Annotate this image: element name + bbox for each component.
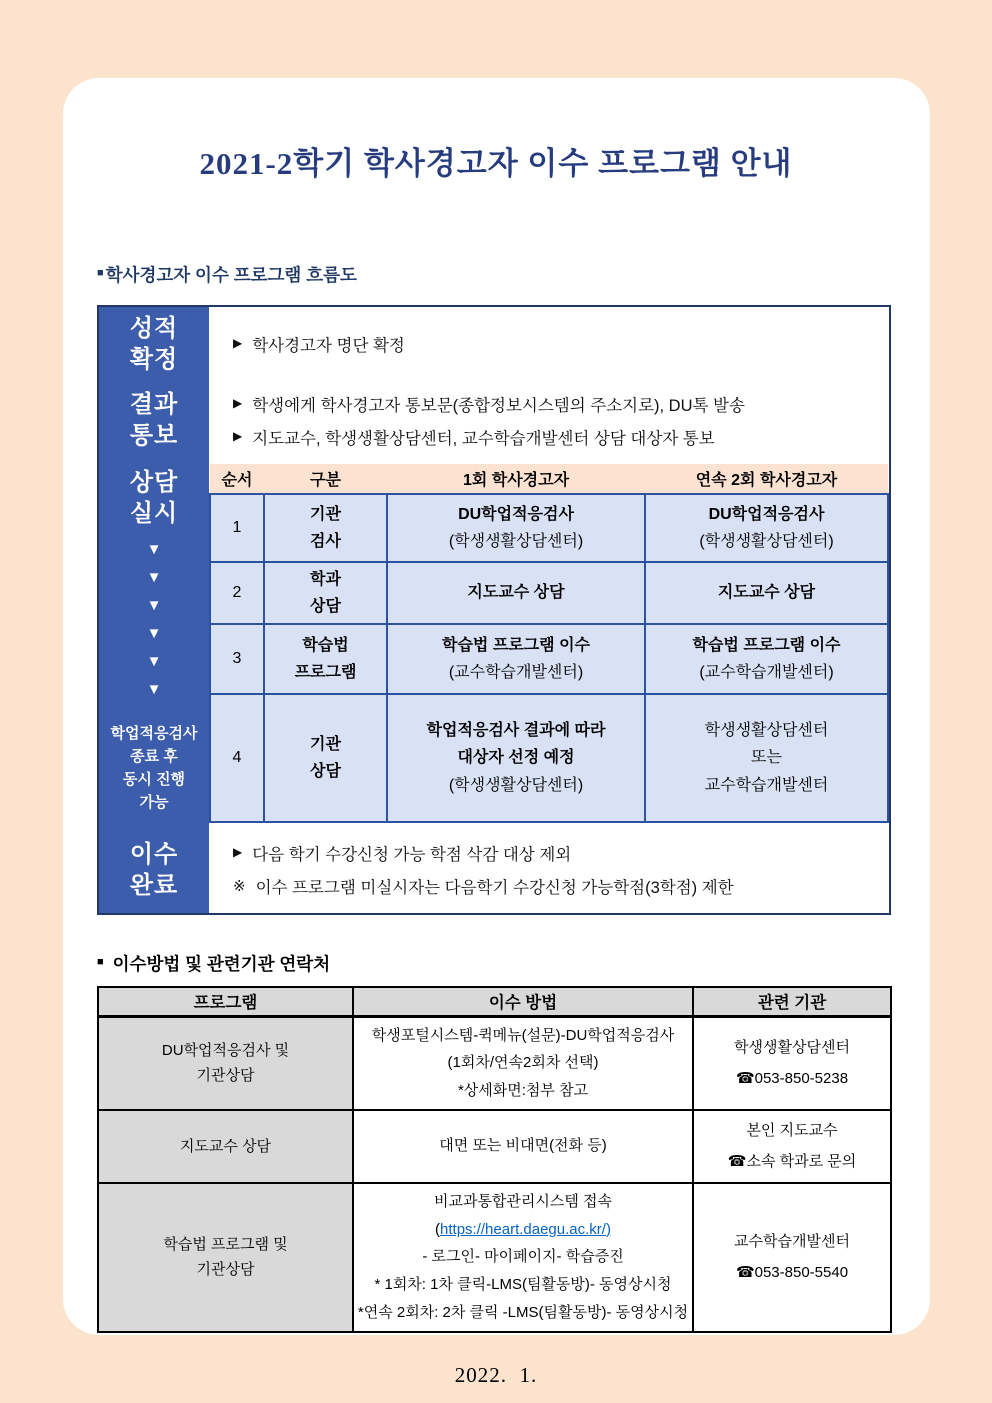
cell-program [98, 1110, 353, 1183]
right-triangle-icon: ▶ [233, 336, 243, 351]
counsel-table-header-row [210, 464, 888, 494]
cell-line: * 1회차: 1차 클릭-LMS(팀활동방)- 동영상시청 [374, 1276, 672, 1293]
cell-method [353, 1183, 693, 1332]
flow-table [97, 305, 891, 915]
down-arrow-icon: ▼ [146, 680, 162, 698]
cell-line: 기관상담 [196, 1067, 255, 1085]
flow-sidebar [99, 307, 209, 913]
cell-line: 지도교수 상담 [179, 1137, 272, 1155]
org-name: 본인 지도교수 [746, 1121, 838, 1139]
flow-item [233, 425, 889, 449]
col-header-category: 구분 [264, 464, 387, 494]
table-row [98, 1016, 891, 1110]
table-row [210, 694, 888, 822]
stage-label: 완료 [129, 871, 179, 899]
note-line: 학업적응검사 [110, 724, 198, 742]
cell-line: 학습법 [302, 636, 349, 654]
table-row [210, 494, 888, 562]
note-line: 동시 진행 [122, 770, 186, 788]
stage-counsel-note [111, 722, 198, 814]
stage-label: 실시 [129, 499, 179, 527]
flow-heading-label: 학사경고자 이수 프로그램 흐름도 [105, 264, 357, 285]
right-triangle-icon: ▶ [233, 845, 243, 860]
page-title: 2021-2학기 학사경고자 이수 프로그램 안내 [199, 146, 793, 181]
cell-second-warning [645, 562, 888, 624]
cell-line: (교수학습개발센터) [699, 664, 834, 681]
col-header-second-warning: 연속 2회 학사경고자 [645, 464, 888, 494]
note-line: 종료 후 [130, 747, 178, 765]
cell-line: (1회차/연속2회차 선택) [447, 1054, 599, 1072]
cell-line: *상세화면:첨부 참고 [457, 1082, 589, 1099]
cell-first-warning [387, 624, 645, 694]
flow-item [233, 332, 889, 356]
cell-second-warning [645, 494, 888, 562]
cell-program [98, 1016, 353, 1110]
cell-line: (교수학습개발센터) [448, 664, 584, 681]
notice-card [63, 78, 930, 1387]
down-arrow-icon: ▼ [146, 540, 162, 558]
down-arrow-icon: ▼ [146, 624, 162, 642]
cell-line: 기관 [310, 735, 341, 753]
cell-line: 검사 [310, 533, 341, 550]
cell-line: 학생포털시스템-퀵메뉴(설문)-DU학업적응검사 [371, 1026, 675, 1044]
table-row [210, 562, 888, 624]
cell-line: 프로그램 [294, 664, 357, 681]
cell-line: 학업적응검사 결과에 따라 [426, 722, 606, 740]
stage-label: 결과 [129, 391, 179, 419]
cell-org [693, 1110, 891, 1183]
cell-line: (학생생활상담센터) [448, 533, 584, 550]
stage-counsel [99, 459, 209, 827]
cell-line: 지도교수 상담 [717, 584, 816, 602]
col-header-first-warning: 1회 학사경고자 [387, 464, 645, 494]
cell-line: 또는 [751, 749, 782, 767]
table-row [210, 624, 888, 694]
counsel-table [209, 464, 889, 823]
org-name: 교수학습개발센터 [734, 1232, 850, 1250]
right-triangle-icon: ▶ [233, 428, 243, 443]
table-row [98, 1183, 891, 1332]
flow-section-heading [97, 263, 895, 285]
counsel-table-block [209, 459, 889, 827]
org-name: 학생생활상담센터 [734, 1038, 850, 1056]
contact-section-heading [97, 952, 895, 974]
flow-item [233, 874, 889, 898]
col-header-method: 이수 방법 [353, 987, 693, 1016]
stage-label: 확정 [129, 346, 179, 374]
card-content [63, 78, 930, 1388]
cell-program [98, 1183, 353, 1332]
cell-line: DU학업적응검사 [708, 505, 825, 523]
table-row [98, 1110, 891, 1183]
flow-item-text: 학생에게 학사경고자 통보문(종합정보시스템의 주소지로), DU톡 발송 [252, 396, 745, 415]
cell-line: 학습법 프로그램 이수 [442, 636, 590, 654]
cell-line: (학생생활상담센터) [448, 776, 584, 794]
cell-method [353, 1016, 693, 1110]
stage-grade-confirm [99, 307, 209, 382]
stage-label: 이수 [129, 840, 179, 868]
contact-table [97, 986, 892, 1333]
cell-line [356, 1188, 690, 1244]
stage-complete [99, 827, 209, 913]
cell-org [693, 1016, 891, 1110]
stage-result-notice [99, 382, 209, 459]
flow-item [233, 841, 889, 865]
flow-item-text: 지도교수, 학생생활상담센터, 교수학습개발센터 상담 대상자 통보 [252, 429, 715, 448]
cell-line: 대상자 선정 예정 [457, 749, 575, 767]
cell-first-warning [387, 694, 645, 822]
flow-item-text: 학사경고자 명단 확정 [252, 337, 405, 356]
down-arrow-icon: ▼ [146, 652, 162, 670]
cell-second-warning [645, 624, 888, 694]
cell-category [264, 694, 387, 822]
right-triangle-icon: ▶ [233, 395, 243, 410]
flow-item [233, 392, 889, 416]
result-notice-items [209, 382, 889, 459]
down-arrow-icon: ▼ [146, 596, 162, 614]
complete-items [209, 827, 889, 913]
col-header-program: 프로그램 [98, 987, 353, 1016]
cell-line: 교수학습개발센터 [704, 776, 829, 794]
col-header-org: 관련 기관 [693, 987, 891, 1016]
note-line: 가능 [139, 793, 169, 811]
cell-category [264, 624, 387, 694]
cell-line: (학생생활상담센터) [699, 533, 834, 550]
cell-line: 상담 [310, 598, 341, 615]
cell-line: DU학업적응검사 및 [161, 1041, 290, 1059]
cell-first-warning [387, 562, 645, 624]
cell-line: 상담 [310, 763, 341, 780]
stage-label: 성적 [129, 315, 179, 343]
grade-confirm-items [209, 307, 889, 382]
cell-category [264, 494, 387, 562]
cell-category [264, 562, 387, 624]
cell-line: 기관 [310, 505, 341, 523]
reference-mark-icon: ※ [233, 878, 246, 896]
cell-first-warning [387, 494, 645, 562]
cell-line: 기관상담 [196, 1261, 255, 1279]
cell-line: 학과 [310, 570, 341, 588]
heart-system-link[interactable]: https://heart.daegu.ac.kr/) [440, 1220, 611, 1238]
method-link-prefix: 비교과통합관리시스템 접속( [433, 1192, 613, 1238]
cell-line: DU학업적응검사 [458, 505, 574, 523]
cell-org [693, 1183, 891, 1332]
col-header-no: 순서 [210, 464, 264, 494]
cell-line: *연속 2회차: 2차 클릭 -LMS(팀활동방)- 동영상시청 [357, 1303, 689, 1321]
org-phone: ☎053-850-5238 [735, 1070, 849, 1088]
cell-method [353, 1110, 693, 1183]
square-bullet-icon: ■ [97, 267, 104, 279]
org-phone: ☎소속 학과로 문의 [727, 1153, 857, 1171]
cell-no: 3 [210, 624, 264, 694]
org-phone: ☎053-850-5540 [735, 1264, 849, 1282]
flow-item-text: 이수 프로그램 미실시자는 다음학기 수강신청 가능학점(3학점) 제한 [255, 879, 734, 898]
flow-arrows [147, 539, 162, 700]
square-bullet-icon: ■ [97, 956, 104, 968]
cell-no: 4 [210, 694, 264, 822]
flow-item-text: 다음 학기 수강신청 가능 학점 삭감 대상 제외 [252, 846, 572, 865]
flow-content [209, 307, 889, 913]
cell-line: 학습법 프로그램 이수 [692, 636, 841, 654]
contact-heading-label: 이수방법 및 관련기관 연락처 [112, 953, 331, 974]
stage-label: 통보 [129, 422, 179, 450]
down-arrow-icon: ▼ [146, 568, 162, 586]
cell-line: - 로그인- 마이페이지- 학습증진 [422, 1248, 624, 1266]
footer-date: 2022. 1. [454, 1362, 538, 1387]
stage-label: 상담 [129, 468, 179, 496]
contact-table-header-row [98, 987, 891, 1016]
cell-line: 학습법 프로그램 및 [163, 1235, 288, 1253]
cell-line: 대면 또는 비대면(전화 등) [439, 1137, 607, 1155]
cell-line: 지도교수 상담 [467, 584, 565, 602]
cell-no: 2 [210, 562, 264, 624]
cell-no: 1 [210, 494, 264, 562]
cell-line: 학생생활상담센터 [704, 722, 829, 740]
cell-second-warning [645, 694, 888, 822]
